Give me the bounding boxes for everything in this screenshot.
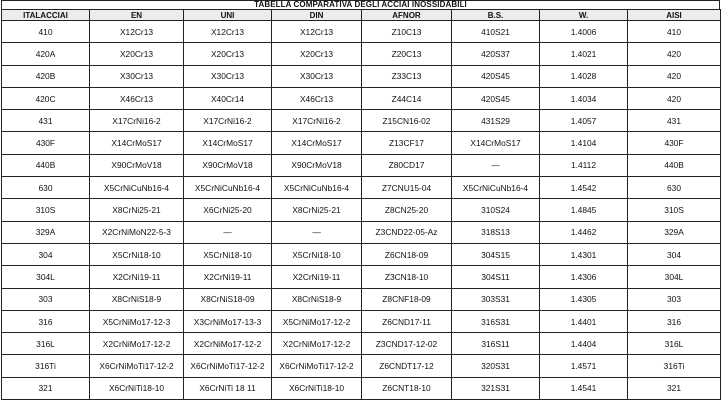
cell-w: 1.4306 bbox=[540, 266, 628, 288]
cell-din: X14CrMoS17 bbox=[272, 132, 362, 154]
cell-bs: 304S11 bbox=[452, 266, 540, 288]
cell-w: 1.4301 bbox=[540, 243, 628, 265]
cell-uni: X6CrNiMoTi17-12-2 bbox=[184, 355, 272, 377]
cell-din: X12Cr13 bbox=[272, 21, 362, 43]
table-row bbox=[2, 355, 721, 377]
cell-italacciai: 316 bbox=[2, 310, 90, 332]
cell-uni: X5CrNi18-10 bbox=[184, 243, 272, 265]
cell-din: X5CrNi18-10 bbox=[272, 243, 362, 265]
table-row bbox=[2, 377, 721, 399]
cell-din: X17CrNi16-2 bbox=[272, 110, 362, 132]
cell-en: X46Cr13 bbox=[90, 87, 184, 109]
cell-italacciai: 430F bbox=[2, 132, 90, 154]
cell-uni: X30Cr13 bbox=[184, 65, 272, 87]
cell-aisi: 420 bbox=[628, 65, 721, 87]
cell-afnor: Z8CN25-20 bbox=[362, 199, 452, 221]
cell-din: X30Cr13 bbox=[272, 65, 362, 87]
cell-en: X17CrNi16-2 bbox=[90, 110, 184, 132]
cell-din: X5CrNiCuNb16-4 bbox=[272, 177, 362, 199]
cell-uni: X5CrNiCuNb16-4 bbox=[184, 177, 272, 199]
cell-aisi: 410 bbox=[628, 21, 721, 43]
cell-italacciai: 420B bbox=[2, 65, 90, 87]
cell-en: X6CrNiTi18-10 bbox=[90, 377, 184, 399]
cell-bs: 410S21 bbox=[452, 21, 540, 43]
table-row bbox=[2, 65, 721, 87]
header-en: EN bbox=[90, 10, 184, 21]
cell-en: X14CrMoS17 bbox=[90, 132, 184, 154]
cell-afnor: Z6CNDT17-12 bbox=[362, 355, 452, 377]
header-afnor: AFNOR bbox=[362, 10, 452, 21]
cell-din: X6CrNiMoTi17-12-2 bbox=[272, 355, 362, 377]
cell-en: X5CrNi18-10 bbox=[90, 243, 184, 265]
table-row bbox=[2, 43, 721, 65]
cell-afnor: Z3CN18-10 bbox=[362, 266, 452, 288]
cell-uni: X8CrNiS18-09 bbox=[184, 288, 272, 310]
cell-uni: X40Cr14 bbox=[184, 87, 272, 109]
cell-w: 1.4541 bbox=[540, 377, 628, 399]
cell-bs: 420S45 bbox=[452, 65, 540, 87]
cell-w: 1.4404 bbox=[540, 333, 628, 355]
cell-din: X46Cr13 bbox=[272, 87, 362, 109]
cell-bs: 420S37 bbox=[452, 43, 540, 65]
cell-afnor: Z6CN18-09 bbox=[362, 243, 452, 265]
cell-aisi: 420 bbox=[628, 43, 721, 65]
cell-din: X2CrNiMo17-12-2 bbox=[272, 333, 362, 355]
cell-aisi: 316Ti bbox=[628, 355, 721, 377]
cell-din: — bbox=[272, 221, 362, 243]
table-header bbox=[2, 10, 721, 21]
cell-aisi: 316 bbox=[628, 310, 721, 332]
cell-w: 1.4028 bbox=[540, 65, 628, 87]
cell-aisi: 440B bbox=[628, 154, 721, 176]
cell-en: X2CrNiMoN22-5-3 bbox=[90, 221, 184, 243]
cell-bs: 303S31 bbox=[452, 288, 540, 310]
cell-en: X6CrNiMoTi17-12-2 bbox=[90, 355, 184, 377]
header-uni: UNI bbox=[184, 10, 272, 21]
cell-uni: X12Cr13 bbox=[184, 21, 272, 43]
cell-italacciai: 440B bbox=[2, 154, 90, 176]
cell-aisi: 316L bbox=[628, 333, 721, 355]
cell-italacciai: 431 bbox=[2, 110, 90, 132]
cell-en: X20Cr13 bbox=[90, 43, 184, 65]
cell-en: X8CrNi25-21 bbox=[90, 199, 184, 221]
cell-uni: — bbox=[184, 221, 272, 243]
cell-italacciai: 420C bbox=[2, 87, 90, 109]
cell-bs: 321S31 bbox=[452, 377, 540, 399]
cell-uni: X20Cr13 bbox=[184, 43, 272, 65]
table-row bbox=[2, 243, 721, 265]
cell-afnor: Z33C13 bbox=[362, 65, 452, 87]
cell-din: X90CrMoV18 bbox=[272, 154, 362, 176]
cell-afnor: Z3CND17-12-02 bbox=[362, 333, 452, 355]
cell-italacciai: 630 bbox=[2, 177, 90, 199]
cell-uni: X14CrMoS17 bbox=[184, 132, 272, 154]
cell-afnor: Z13CF17 bbox=[362, 132, 452, 154]
table-row bbox=[2, 87, 721, 109]
cell-en: X12Cr13 bbox=[90, 21, 184, 43]
comparison-table-container bbox=[1, 0, 720, 400]
cell-italacciai: 316Ti bbox=[2, 355, 90, 377]
table-row bbox=[2, 132, 721, 154]
cell-italacciai: 303 bbox=[2, 288, 90, 310]
cell-din: X8CrNi25-21 bbox=[272, 199, 362, 221]
cell-din: X5CrNiMo17-12-2 bbox=[272, 310, 362, 332]
cell-italacciai: 410 bbox=[2, 21, 90, 43]
cell-afnor: Z8CNF18-09 bbox=[362, 288, 452, 310]
cell-w: 1.4034 bbox=[540, 87, 628, 109]
cell-uni: X2CrNi19-11 bbox=[184, 266, 272, 288]
cell-uni: X90CrMoV18 bbox=[184, 154, 272, 176]
cell-bs: — bbox=[452, 154, 540, 176]
cell-aisi: 630 bbox=[628, 177, 721, 199]
cell-din: X6CrNiTi18-10 bbox=[272, 377, 362, 399]
cell-italacciai: 420A bbox=[2, 43, 90, 65]
cell-en: X2CrNi19-11 bbox=[90, 266, 184, 288]
cell-en: X90CrMoV18 bbox=[90, 154, 184, 176]
table-row bbox=[2, 199, 721, 221]
header-italacciai: ITALACCIAI bbox=[2, 10, 90, 21]
cell-afnor: Z15CN16-02 bbox=[362, 110, 452, 132]
cell-bs: X14CrMoS17 bbox=[452, 132, 540, 154]
cell-w: 1.4006 bbox=[540, 21, 628, 43]
cell-en: X30Cr13 bbox=[90, 65, 184, 87]
cell-italacciai: 316L bbox=[2, 333, 90, 355]
cell-uni: X3CrNiMo17-13-3 bbox=[184, 310, 272, 332]
cell-italacciai: 310S bbox=[2, 199, 90, 221]
cell-en: X2CrNiMo17-12-2 bbox=[90, 333, 184, 355]
cell-bs: 320S31 bbox=[452, 355, 540, 377]
cell-aisi: 304 bbox=[628, 243, 721, 265]
cell-afnor: Z3CND22-05-Az bbox=[362, 221, 452, 243]
cell-w: 1.4112 bbox=[540, 154, 628, 176]
table-row bbox=[2, 333, 721, 355]
cell-afnor: Z6CND17-11 bbox=[362, 310, 452, 332]
cell-aisi: 303 bbox=[628, 288, 721, 310]
cell-bs: 310S24 bbox=[452, 199, 540, 221]
table-body bbox=[2, 21, 721, 400]
cell-uni: X6CrNiTi 18 11 bbox=[184, 377, 272, 399]
cell-bs: 304S15 bbox=[452, 243, 540, 265]
header-din: DIN bbox=[272, 10, 362, 21]
cell-italacciai: 304 bbox=[2, 243, 90, 265]
cell-afnor: Z44C14 bbox=[362, 87, 452, 109]
cell-en: X5CrNiCuNb16-4 bbox=[90, 177, 184, 199]
cell-bs: 420S45 bbox=[452, 87, 540, 109]
cell-din: X2CrNi19-11 bbox=[272, 266, 362, 288]
table-row bbox=[2, 310, 721, 332]
cell-aisi: 431 bbox=[628, 110, 721, 132]
cell-italacciai: 321 bbox=[2, 377, 90, 399]
cell-aisi: 321 bbox=[628, 377, 721, 399]
steel-comparison-table bbox=[1, 9, 721, 400]
cell-uni: X6CrNi25-20 bbox=[184, 199, 272, 221]
cell-aisi: 430F bbox=[628, 132, 721, 154]
cell-w: 1.4462 bbox=[540, 221, 628, 243]
cell-afnor: Z20C13 bbox=[362, 43, 452, 65]
cell-afnor: Z10C13 bbox=[362, 21, 452, 43]
cell-din: X20Cr13 bbox=[272, 43, 362, 65]
table-title: TABELLA COMPARATIVA DEGLI ACCIAI INOSSIDABILI bbox=[1, 0, 720, 9]
table-row bbox=[2, 266, 721, 288]
cell-din: X8CrNiS18-9 bbox=[272, 288, 362, 310]
cell-en: X8CrNiS18-9 bbox=[90, 288, 184, 310]
cell-afnor: Z6CNT18-10 bbox=[362, 377, 452, 399]
cell-w: 1.4542 bbox=[540, 177, 628, 199]
header-row bbox=[2, 10, 721, 21]
header-bs: B.S. bbox=[452, 10, 540, 21]
cell-bs: 431S29 bbox=[452, 110, 540, 132]
cell-w: 1.4021 bbox=[540, 43, 628, 65]
cell-w: 1.4401 bbox=[540, 310, 628, 332]
cell-bs: X5CrNiCuNb16-4 bbox=[452, 177, 540, 199]
cell-afnor: Z80CD17 bbox=[362, 154, 452, 176]
cell-bs: 318S13 bbox=[452, 221, 540, 243]
cell-w: 1.4104 bbox=[540, 132, 628, 154]
cell-uni: X2CrNiMo17-12-2 bbox=[184, 333, 272, 355]
cell-bs: 316S11 bbox=[452, 333, 540, 355]
cell-aisi: 329A bbox=[628, 221, 721, 243]
cell-w: 1.4845 bbox=[540, 199, 628, 221]
cell-aisi: 420 bbox=[628, 87, 721, 109]
header-w: W. bbox=[540, 10, 628, 21]
table-row bbox=[2, 177, 721, 199]
cell-italacciai: 329A bbox=[2, 221, 90, 243]
cell-w: 1.4571 bbox=[540, 355, 628, 377]
cell-aisi: 304L bbox=[628, 266, 721, 288]
table-row bbox=[2, 21, 721, 43]
cell-w: 1.4057 bbox=[540, 110, 628, 132]
header-aisi: AISI bbox=[628, 10, 721, 21]
table-row bbox=[2, 110, 721, 132]
cell-italacciai: 304L bbox=[2, 266, 90, 288]
cell-aisi: 310S bbox=[628, 199, 721, 221]
cell-afnor: Z7CNU15-04 bbox=[362, 177, 452, 199]
cell-uni: X17CrNi16-2 bbox=[184, 110, 272, 132]
cell-bs: 316S31 bbox=[452, 310, 540, 332]
table-row bbox=[2, 288, 721, 310]
table-row bbox=[2, 221, 721, 243]
cell-w: 1.4305 bbox=[540, 288, 628, 310]
table-row bbox=[2, 154, 721, 176]
cell-en: X5CrNiMo17-12-3 bbox=[90, 310, 184, 332]
